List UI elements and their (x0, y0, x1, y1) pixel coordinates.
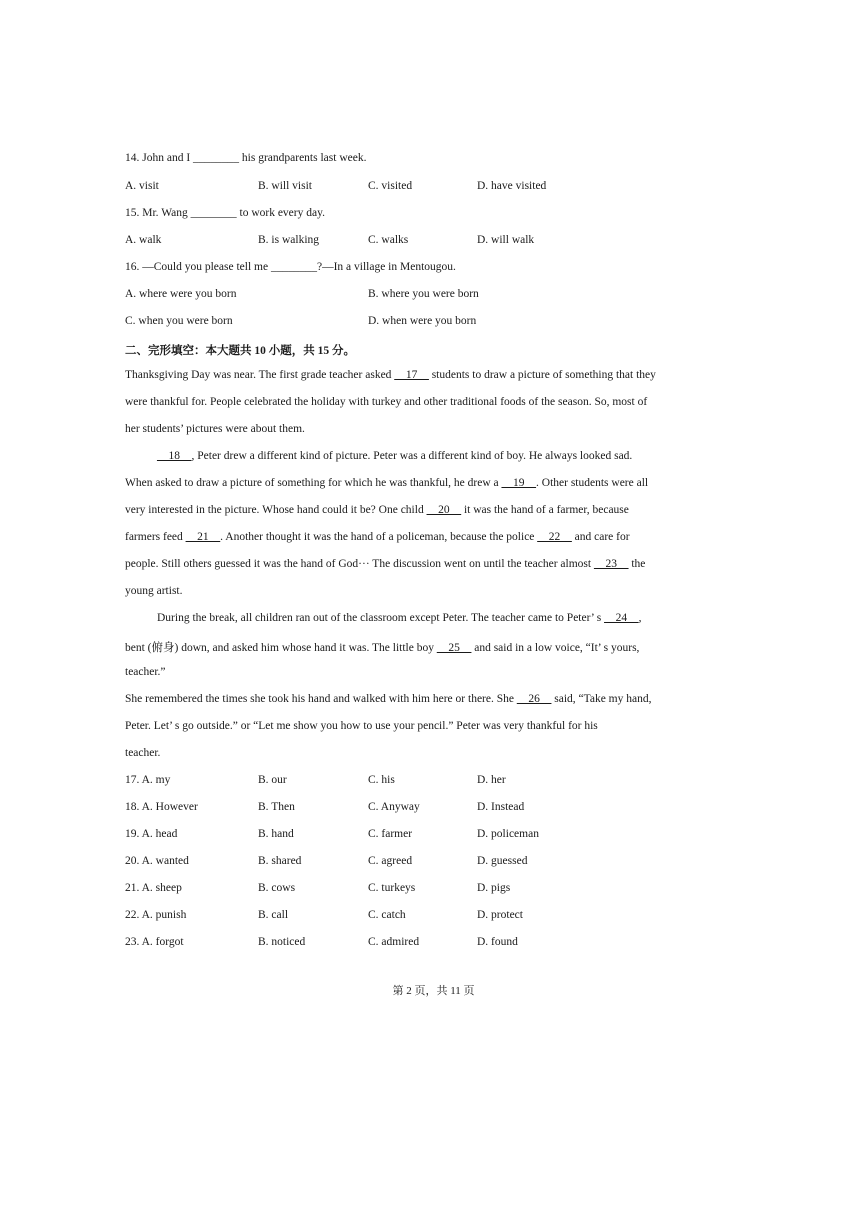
choice-17-d: D. her (477, 774, 506, 786)
q14-option-c: C. visited (368, 180, 413, 192)
question-15-stem: 15. Mr. Wang ________ to work every day. (125, 207, 325, 219)
passage-line: young artist. (125, 585, 183, 597)
passage-line: her students’ pictures were about them. (125, 423, 305, 435)
passage-line: teacher. (125, 747, 161, 759)
choice-19-b: B. hand (258, 828, 294, 840)
blank-23: __23__ (593, 558, 629, 570)
choice-22-b: B. call (258, 909, 289, 921)
choice-23-d: D. found (477, 936, 518, 948)
choice-19-c: C. farmer (368, 828, 413, 840)
choice-18-d: D. Instead (477, 801, 525, 813)
choice-18-a: 18. A. However (125, 801, 198, 813)
q16-option-b: B. where you were born (368, 288, 479, 300)
passage-line: During the break, all children ran out of the classroom except Peter. The teacher came to Peter’ s __24__, (157, 612, 642, 624)
q14-option-d: D. have visited (477, 180, 547, 192)
choice-20-d: D. guessed (477, 855, 528, 867)
passage-line: very interested in the picture. Whose hand could it be? One child __20__ it was the hand of a farmer, because (125, 504, 629, 516)
choice-17-c: C. his (368, 774, 395, 786)
choice-18-c: C. Anyway (368, 801, 420, 813)
choice-22-c: C. catch (368, 909, 406, 921)
q16-option-d: D. when were you born (368, 315, 477, 327)
choice-20-a: 20. A. wanted (125, 855, 189, 867)
blank-17: __17__ (394, 369, 429, 381)
q16-option-c: C. when you were born (125, 315, 233, 327)
question-16-stem: 16. —Could you please tell me ________?—In a village in Mentougou. (125, 261, 456, 273)
q15-option-d: D. will walk (477, 234, 535, 246)
blank-24: __24__ (604, 612, 639, 624)
passage-line: were thankful for. People celebrated the holiday with turkey and other traditional foods of the season. So, most of (125, 396, 648, 408)
blank-20: __20__ (426, 504, 462, 516)
section-heading: 二、完形填空：本大题共 10 小题，共 15 分。 (125, 345, 355, 357)
blank-22: __22__ (537, 531, 572, 543)
q14-option-b: B. will visit (258, 180, 312, 192)
passage-line: farmers feed __21__. Another thought it was the hand of a policeman, because the police __22__ and care for (125, 531, 630, 543)
choice-23-b: B. noticed (258, 936, 306, 948)
page-footer: 第 2 页，共 11 页 (392, 985, 475, 997)
q15-option-a: A. walk (125, 234, 162, 246)
passage-line: __18__, Peter drew a different kind of picture. Peter was a different kind of boy. He always looked sad. (157, 450, 633, 462)
passage-line: Thanksgiving Day was near. The first grade teacher asked __17__ students to draw a picture of something that they (125, 369, 656, 381)
choice-19-d: D. policeman (477, 828, 539, 840)
q14-option-a: A. visit (125, 180, 159, 192)
choice-21-a: 21. A. sheep (125, 882, 182, 894)
passage-line: people. Still others guessed it was the hand of God··· The discussion went on until the teacher almost __23__ the (125, 558, 646, 570)
choice-21-d: D. pigs (477, 882, 511, 894)
choice-20-b: B. shared (258, 855, 302, 867)
blank-26: __26__ (516, 693, 552, 705)
choice-17-b: B. our (258, 774, 287, 786)
choice-20-c: C. agreed (368, 855, 413, 867)
choice-19-a: 19. A. head (125, 828, 178, 840)
passage-line: She remembered the times she took his hand and walked with him here or there. She __26__ said, “Take my hand, (125, 693, 652, 705)
passage-line: bent (俯身) down, and asked him whose hand it was. The little boy __25__ and said in a low voice, “It’ s yours, (125, 642, 640, 654)
blank-25: __25__ (436, 642, 472, 654)
q16-option-a: A. where were you born (125, 288, 237, 300)
passage-line: teacher.” (125, 666, 166, 678)
choice-22-a: 22. A. punish (125, 909, 187, 921)
choice-23-a: 23. A. forgot (125, 936, 184, 948)
blank-19: __19__ (501, 477, 537, 489)
blank-18: __18__ (157, 450, 192, 462)
passage-line: Peter. Let’ s go outside.” or “Let me show you how to use your pencil.” Peter was very thankful for his (125, 720, 598, 732)
q15-option-b: B. is walking (258, 234, 320, 246)
choice-18-b: B. Then (258, 801, 295, 813)
passage-line: When asked to draw a picture of something for which he was thankful, he drew a __19__. Other students were all (125, 477, 649, 489)
choice-21-c: C. turkeys (368, 882, 416, 894)
choice-23-c: C. admired (368, 936, 420, 948)
choice-21-b: B. cows (258, 882, 296, 894)
choice-22-d: D. protect (477, 909, 523, 921)
q15-option-c: C. walks (368, 234, 409, 246)
choice-17-a: 17. A. my (125, 774, 171, 786)
blank-21: __21__ (185, 531, 221, 543)
question-14-stem: 14. John and I ________ his grandparents last week. (125, 152, 367, 164)
